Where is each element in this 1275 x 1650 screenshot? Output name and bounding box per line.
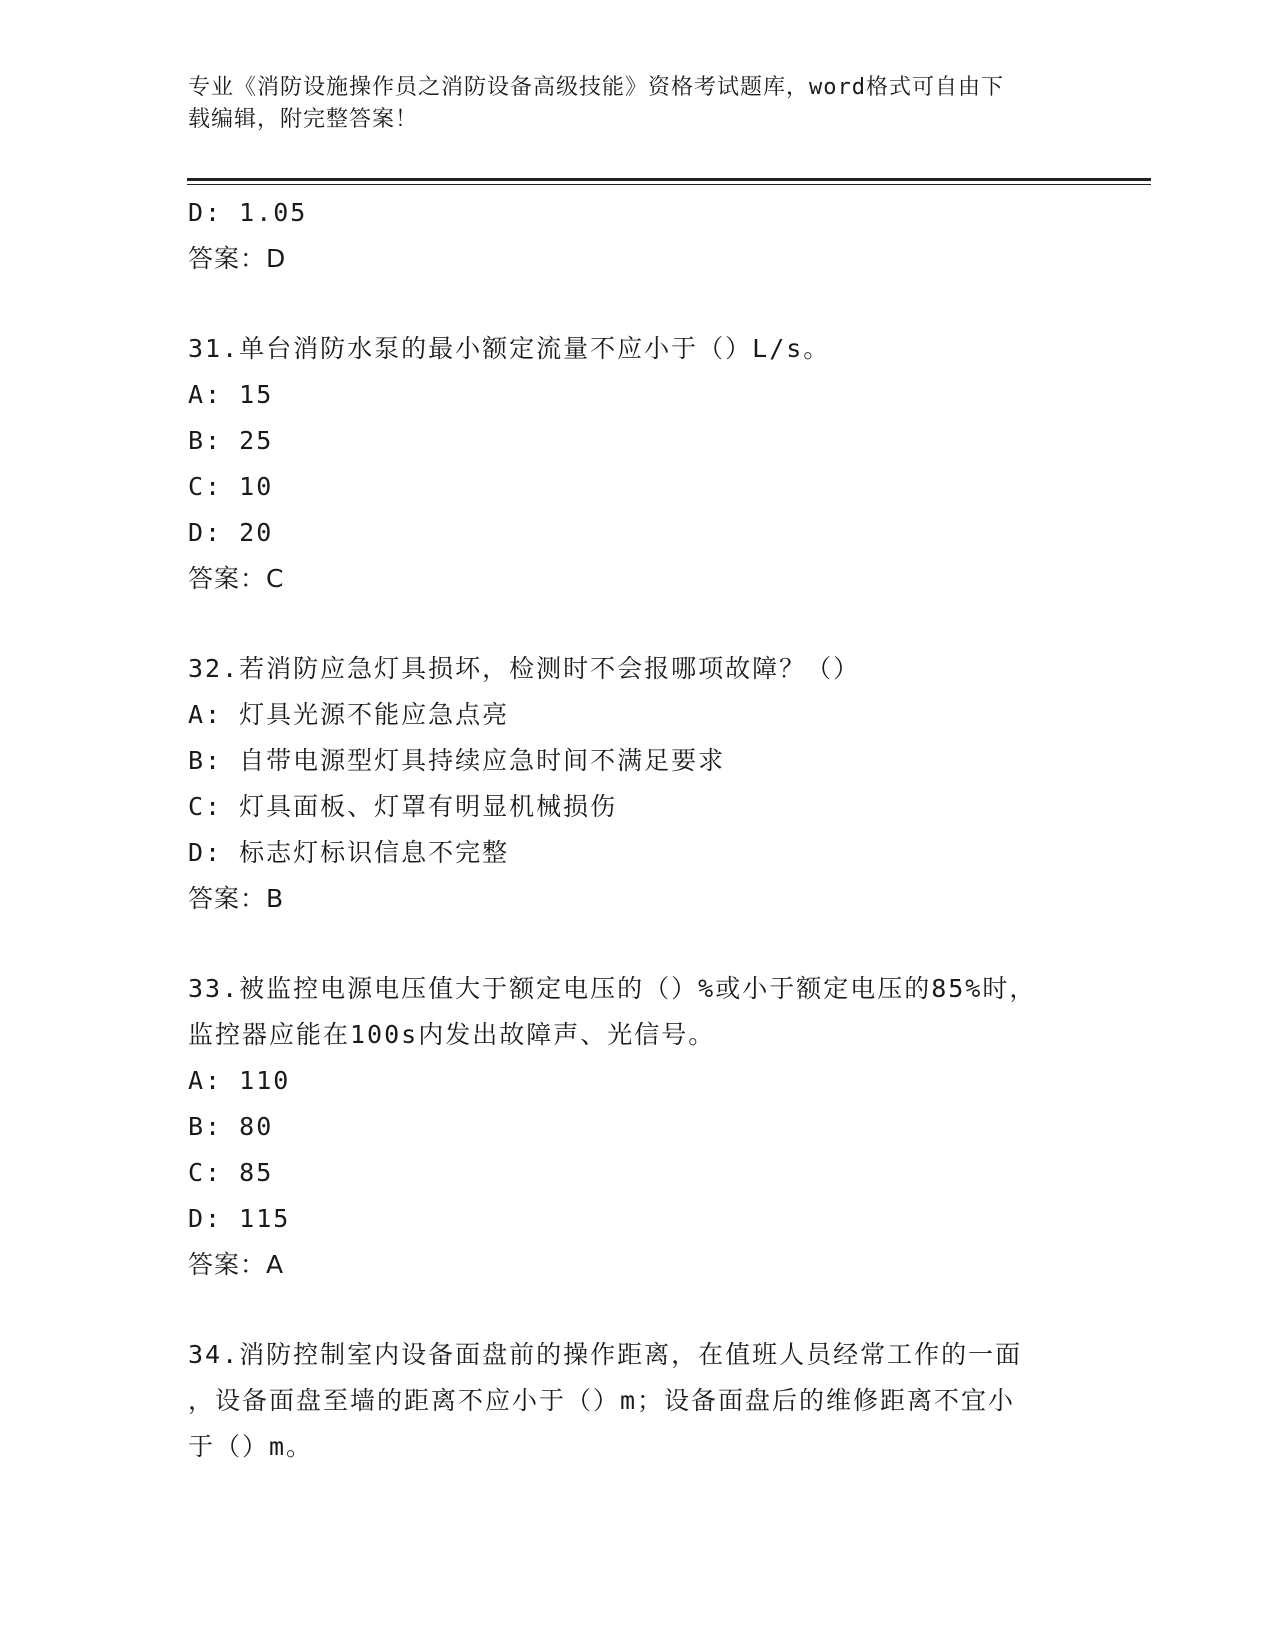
prev-option-d: D: 1.05 bbox=[188, 198, 308, 227]
question-32-option-a: A: 灯具光源不能应急点亮 bbox=[188, 700, 510, 729]
question-32-text: 32.若消防应急灯具损坏，检测时不会报哪项故障？（） bbox=[188, 654, 861, 683]
question-33-text-line-1: 33.被监控电源电压值大于额定电压的（）%或小于额定电压的85%时， bbox=[188, 974, 1037, 1003]
question-31-answer: 答案：C bbox=[188, 564, 285, 593]
question-33-option-a: A: 110 bbox=[188, 1066, 291, 1095]
question-32-answer: 答案：B bbox=[188, 884, 285, 913]
question-31-option-c: C: 10 bbox=[188, 472, 274, 501]
question-34-text-line-1: 34.消防控制室内设备面盘前的操作距离，在值班人员经常工作的一面 bbox=[188, 1340, 1023, 1369]
question-33-option-c: C: 85 bbox=[188, 1158, 274, 1187]
question-31-text: 31.单台消防水泵的最小额定流量不应小于（）L/s。 bbox=[188, 334, 831, 363]
question-33-option-d: D: 115 bbox=[188, 1204, 291, 1233]
spacer bbox=[188, 1288, 1088, 1332]
question-34-text-line-3: 于（）m。 bbox=[188, 1432, 314, 1461]
question-32-option-d: D: 标志灯标识信息不完整 bbox=[188, 838, 510, 867]
question-34-text-line-2: ，设备面盘至墙的距离不应小于（）m；设备面盘后的维修距离不宜小 bbox=[188, 1386, 1016, 1415]
spacer bbox=[188, 602, 1088, 646]
header-line-2: 载编辑，附完整答案！ bbox=[188, 107, 419, 132]
header-rule-thick bbox=[187, 178, 1151, 181]
question-33-option-b: B: 80 bbox=[188, 1112, 274, 1141]
question-content bbox=[188, 190, 1088, 1470]
question-32-option-b: B: 自带电源型灯具持续应急时间不满足要求 bbox=[188, 746, 726, 775]
prev-answer: 答案：D bbox=[188, 244, 287, 273]
question-33-text-line-2: 监控器应能在100s内发出故障声、光信号。 bbox=[188, 1020, 716, 1049]
question-31-option-b: B: 25 bbox=[188, 426, 274, 455]
document-header bbox=[188, 72, 1068, 136]
question-32-option-c: C: 灯具面板、灯罩有明显机械损伤 bbox=[188, 792, 618, 821]
header-rule-thin bbox=[187, 184, 1151, 185]
header-line-1: 专业《消防设施操作员之消防设备高级技能》资格考试题库，word格式可自由下 bbox=[188, 75, 1004, 100]
question-31-option-a: A: 15 bbox=[188, 380, 274, 409]
question-31-option-d: D: 20 bbox=[188, 518, 274, 547]
spacer bbox=[188, 282, 1088, 326]
question-33-answer: 答案：A bbox=[188, 1250, 285, 1279]
spacer bbox=[188, 922, 1088, 966]
